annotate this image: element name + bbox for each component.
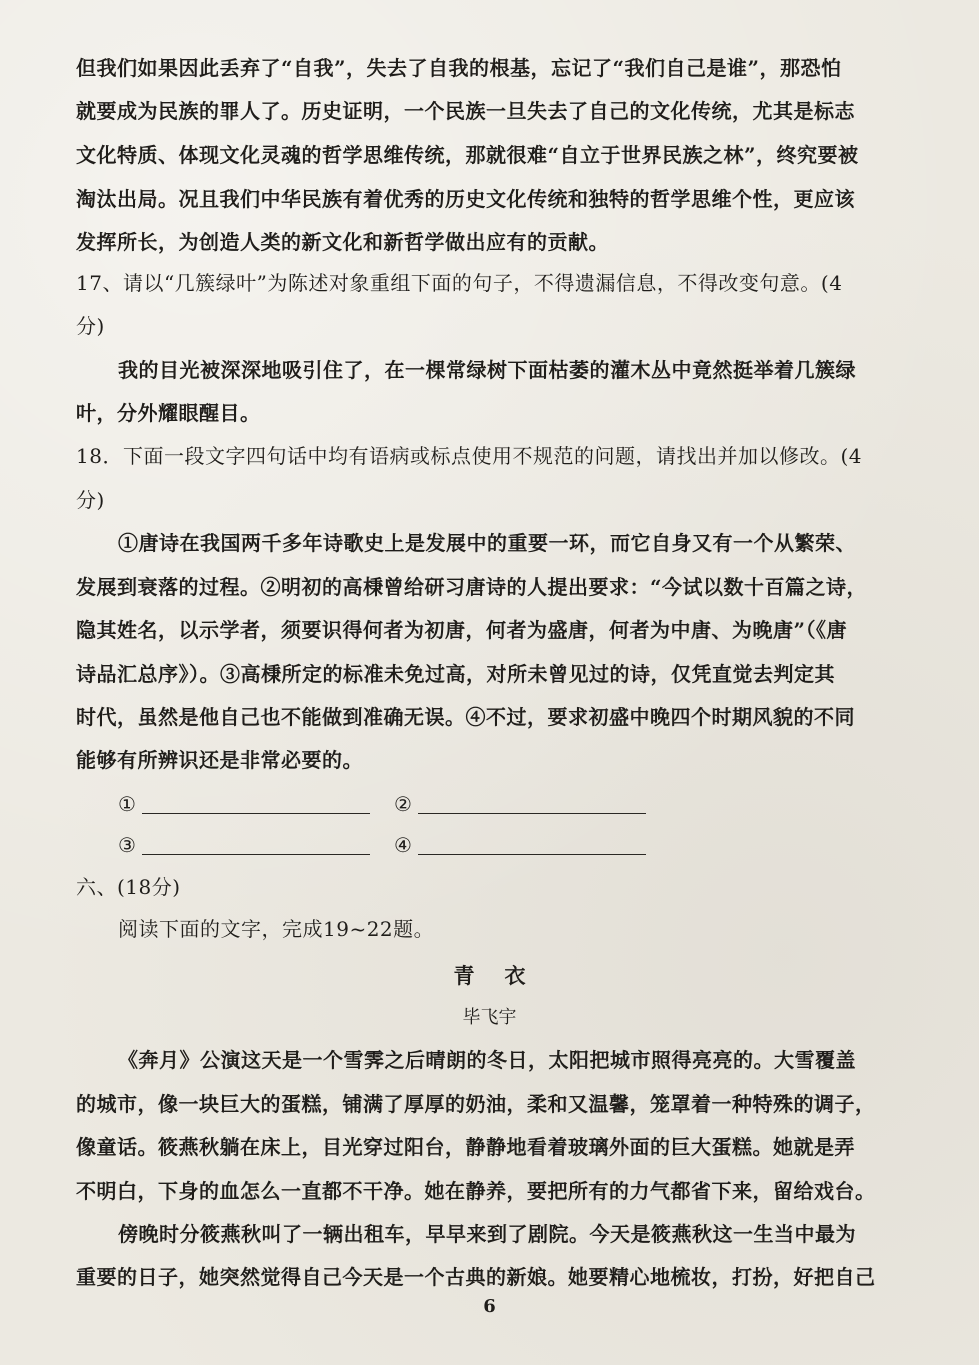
blank-label-4: ④	[394, 833, 412, 857]
story-author: 毕飞宇	[462, 1007, 517, 1028]
story-line: 《奔月》公演这天是一个雪霁之后晴朗的冬日，太阳把城市照得亮亮的。大雪覆盖	[118, 1048, 856, 1072]
answer-blank-4[interactable]	[418, 854, 646, 855]
passage-line: 淘汰出局。况且我们中华民族有着优秀的历史文化传统和独特的哲学思维个性，更应该	[76, 187, 855, 211]
answer-blanks-row-1	[118, 789, 678, 819]
story-line: 重要的日子，她突然觉得自己今天是一个古典的新娘。她要精心地梳妆，打扮，好把自己	[76, 1265, 876, 1289]
blank-label-1: ①	[118, 792, 136, 816]
question-18-paragraph-line: 诗品汇总序》）。③高棅所定的标准未免过高，对所未曾见过的诗，仅凭直觉去判定其	[76, 662, 835, 686]
passage-line: 但我们如果因此丢弃了“自我”，失去了自我的根基，忘记了“我们自己是谁”，那恐怕	[76, 56, 842, 80]
question-18-paragraph-line: 发展到衰落的过程。②明初的高棅曾给研习唐诗的人提出要求：“今试以数十百篇之诗，	[76, 575, 868, 599]
question-17-sentence: 叶，分外耀眼醒目。	[76, 401, 261, 425]
story-line: 傍晚时分筱燕秋叫了一辆出租车，早早来到了剧院。今天是筱燕秋这一生当中最为	[118, 1222, 856, 1246]
section-6-instruction: 阅读下面的文字，完成19~22题。	[118, 917, 435, 941]
blank-label-3: ③	[118, 833, 136, 857]
answer-blank-1[interactable]	[142, 813, 370, 814]
passage-line: 就要成为民族的罪人了。历史证明，一个民族一旦失去了自己的文化传统，尤其是标志	[76, 99, 855, 123]
story-title: 青衣	[453, 963, 556, 988]
blank-label-2: ②	[394, 792, 412, 816]
question-17-prompt: 17、请以“几簇绿叶”为陈述对象重组下面的句子，不得遗漏信息，不得改变句意。(4	[76, 271, 843, 295]
question-17-sentence: 我的目光被深深地吸引住了，在一棵常绿树下面枯萎的灌木丛中竟然挺举着几簇绿	[118, 358, 856, 382]
story-line: 不明白，下身的血怎么一直都不干净。她在静养，要把所有的力气都省下来，留给戏台。	[76, 1179, 876, 1203]
answer-blank-3[interactable]	[142, 854, 370, 855]
question-18-points: 分)	[76, 488, 105, 512]
passage-line: 文化特质、体现文化灵魂的哲学思维传统，那就很难“自立于世界民族之林”，终究要被	[76, 143, 859, 167]
story-line: 的城市，像一块巨大的蛋糕，铺满了厚厚的奶油，柔和又温馨，笼罩着一种特殊的调子，	[76, 1092, 876, 1116]
question-18-prompt: 18．下面一段文字四句话中均有语病或标点使用不规范的问题，请找出并加以修改。(4	[76, 444, 862, 468]
question-17-points: 分)	[76, 314, 105, 338]
question-18-paragraph-line: ①唐诗在我国两千多年诗歌史上是发展中的重要一环，而它自身又有一个从繁荣、	[118, 531, 856, 555]
answer-blanks-row-2	[118, 830, 678, 860]
page-number: 6	[483, 1296, 496, 1317]
question-18-paragraph-line: 时代，虽然是他自己也不能做到准确无误。④不过，要求初盛中晚四个时期风貌的不同	[76, 705, 855, 729]
section-6-heading: 六、(18分)	[76, 875, 181, 899]
question-18-paragraph-line: 能够有所辨识还是非常必要的。	[76, 748, 363, 772]
question-18-paragraph-line: 隐其姓名，以示学者，须要识得何者为初唐，何者为盛唐，何者为中唐、为晚唐”（《唐	[76, 618, 848, 642]
answer-blank-2[interactable]	[418, 813, 646, 814]
passage-line: 发挥所长，为创造人类的新文化和新哲学做出应有的贡献。	[76, 230, 609, 254]
story-line: 像童话。筱燕秋躺在床上，目光穿过阳台，静静地看着玻璃外面的巨大蛋糕。她就是弄	[76, 1135, 855, 1159]
